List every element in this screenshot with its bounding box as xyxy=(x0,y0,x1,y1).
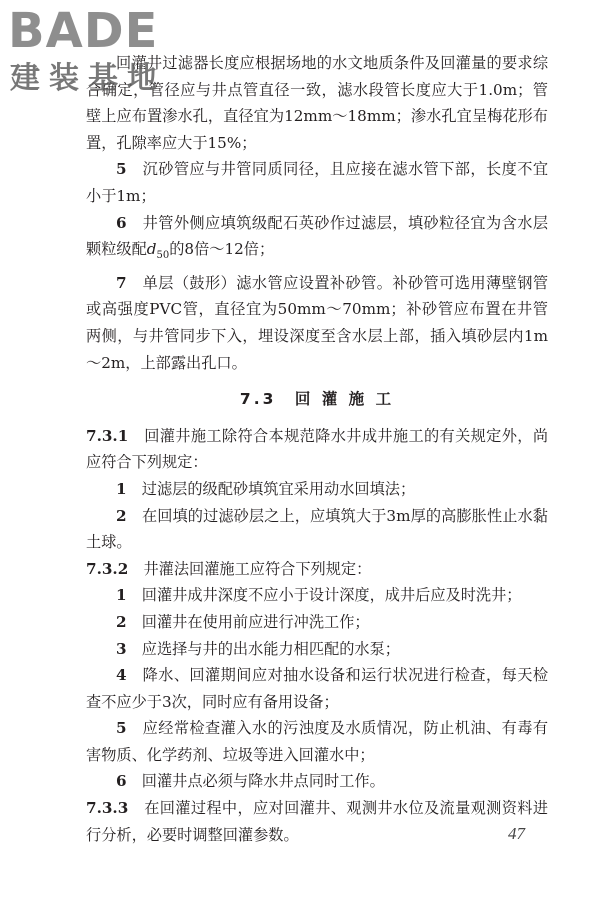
watermark-logo xyxy=(8,3,208,106)
item-number: 3 xyxy=(116,639,127,658)
item-text: 应经常检查灌入水的污浊度及水质情况，防止机油、有毒有害物质、化学药剂、垃圾等进入回灌水中； xyxy=(86,719,549,764)
item-text: 单层（鼓形）滤水管应设置补砂管。补砂管可选用薄壁钢管或高强度PVC管，直径宜为50mm～70mm；补砂管应布置在井管两侧，与井管同步下入，埋设深度至含水层上部，插入填砂层内1m～2m，上部露出孔口。 xyxy=(86,273,549,372)
item-7-sand-pipe xyxy=(86,270,548,376)
item-number: 6 xyxy=(116,772,127,791)
item-text: 在回填的过滤砂层之上，应填筑大于3m厚的高膨胀性止水黏土球。 xyxy=(86,506,548,552)
clause-number: 7.3.3 xyxy=(86,799,129,818)
item-number: 7 xyxy=(116,273,127,292)
clause-7-3-2 xyxy=(86,556,548,583)
item-6-filter-layer xyxy=(86,210,548,270)
formula-subscript: 50 xyxy=(156,250,170,262)
item-text: 沉砂管应与井管同质同径，且应接在滤水管下部，长度不宜小于1m； xyxy=(86,160,549,205)
page-number: 47 xyxy=(508,824,525,843)
clause-7-3-1 xyxy=(86,423,548,476)
clause-7-3-2-item-4 xyxy=(86,662,548,715)
page-body xyxy=(86,50,548,848)
clause-number: 7.3.2 xyxy=(86,559,129,578)
clause-7-3-2-item-6 xyxy=(86,768,548,795)
item-number: 2 xyxy=(116,506,127,525)
item-text: 回灌井点必须与降水井点同时工作。 xyxy=(141,772,385,791)
item-number: 5 xyxy=(116,160,127,179)
clause-7-3-2-item-5 xyxy=(86,715,548,768)
clause-7-3-1-item-2 xyxy=(86,503,548,556)
item-text: 降水、回灌期间应对抽水设备和运行状况进行检查，每天检查不应少于3次，同时应有备用设备； xyxy=(86,666,549,711)
logo-wordmark: BADE xyxy=(8,3,159,59)
clause-text: 回灌井施工除符合本规范降水井成井施工的有关规定外，尚应符合下列规定： xyxy=(86,426,549,472)
item-number: 4 xyxy=(116,666,127,685)
item-5-settling-pipe xyxy=(86,156,548,209)
item-number: 1 xyxy=(116,479,127,498)
item-number: 5 xyxy=(116,719,127,738)
item-text: 回灌井在使用前应进行冲洗工作； xyxy=(141,612,370,631)
clause-text: 在回灌过程中，应对回灌井、观测井水位及流量观测资料进行分析，必要时调整回灌参数。 xyxy=(86,799,549,844)
item-text: 应选择与井的出水能力相匹配的水泵； xyxy=(141,639,400,658)
logo-subtitle: 建装基地 xyxy=(10,61,166,96)
clause-7-3-3 xyxy=(86,795,548,848)
item-number: 1 xyxy=(116,586,127,605)
item-text: 回灌井成井深度不应小于设计深度，成井后应及时洗井； xyxy=(141,586,522,605)
clause-7-3-2-item-3 xyxy=(86,636,548,663)
paragraph-text: 回灌井过滤器长度应根据场地的水文地质条件及回灌量的要求综合确定，管径应与井点管直径一致，滤水段管长度应大于1.0m；管壁上应布置渗水孔，直径宜为12mm～18mm；渗水孔宜呈梅花形布置，孔隙率应大于15%； xyxy=(86,54,548,152)
clause-7-3-2-item-1 xyxy=(86,582,548,609)
clause-7-3-2-item-2 xyxy=(86,609,548,636)
item-text-b: 的8倍～12倍； xyxy=(169,240,275,259)
item-text: 过滤层的级配砂填筑宜采用动水回填法； xyxy=(141,479,416,498)
item-text-a: 井管外侧应填筑级配石英砂作过滤层，填砂粒径宜为含水层颗粒级配 xyxy=(86,213,549,259)
formula-variable: d xyxy=(146,240,157,259)
item-number: 2 xyxy=(116,612,127,631)
clause-7-3-1-item-1 xyxy=(86,476,548,503)
item-number: 6 xyxy=(116,213,127,232)
clause-text: 井灌法回灌施工应符合下列规定： xyxy=(143,559,372,578)
clause-number: 7.3.1 xyxy=(86,426,129,445)
section-heading: 7.3 回 灌 施 工 xyxy=(239,390,395,409)
